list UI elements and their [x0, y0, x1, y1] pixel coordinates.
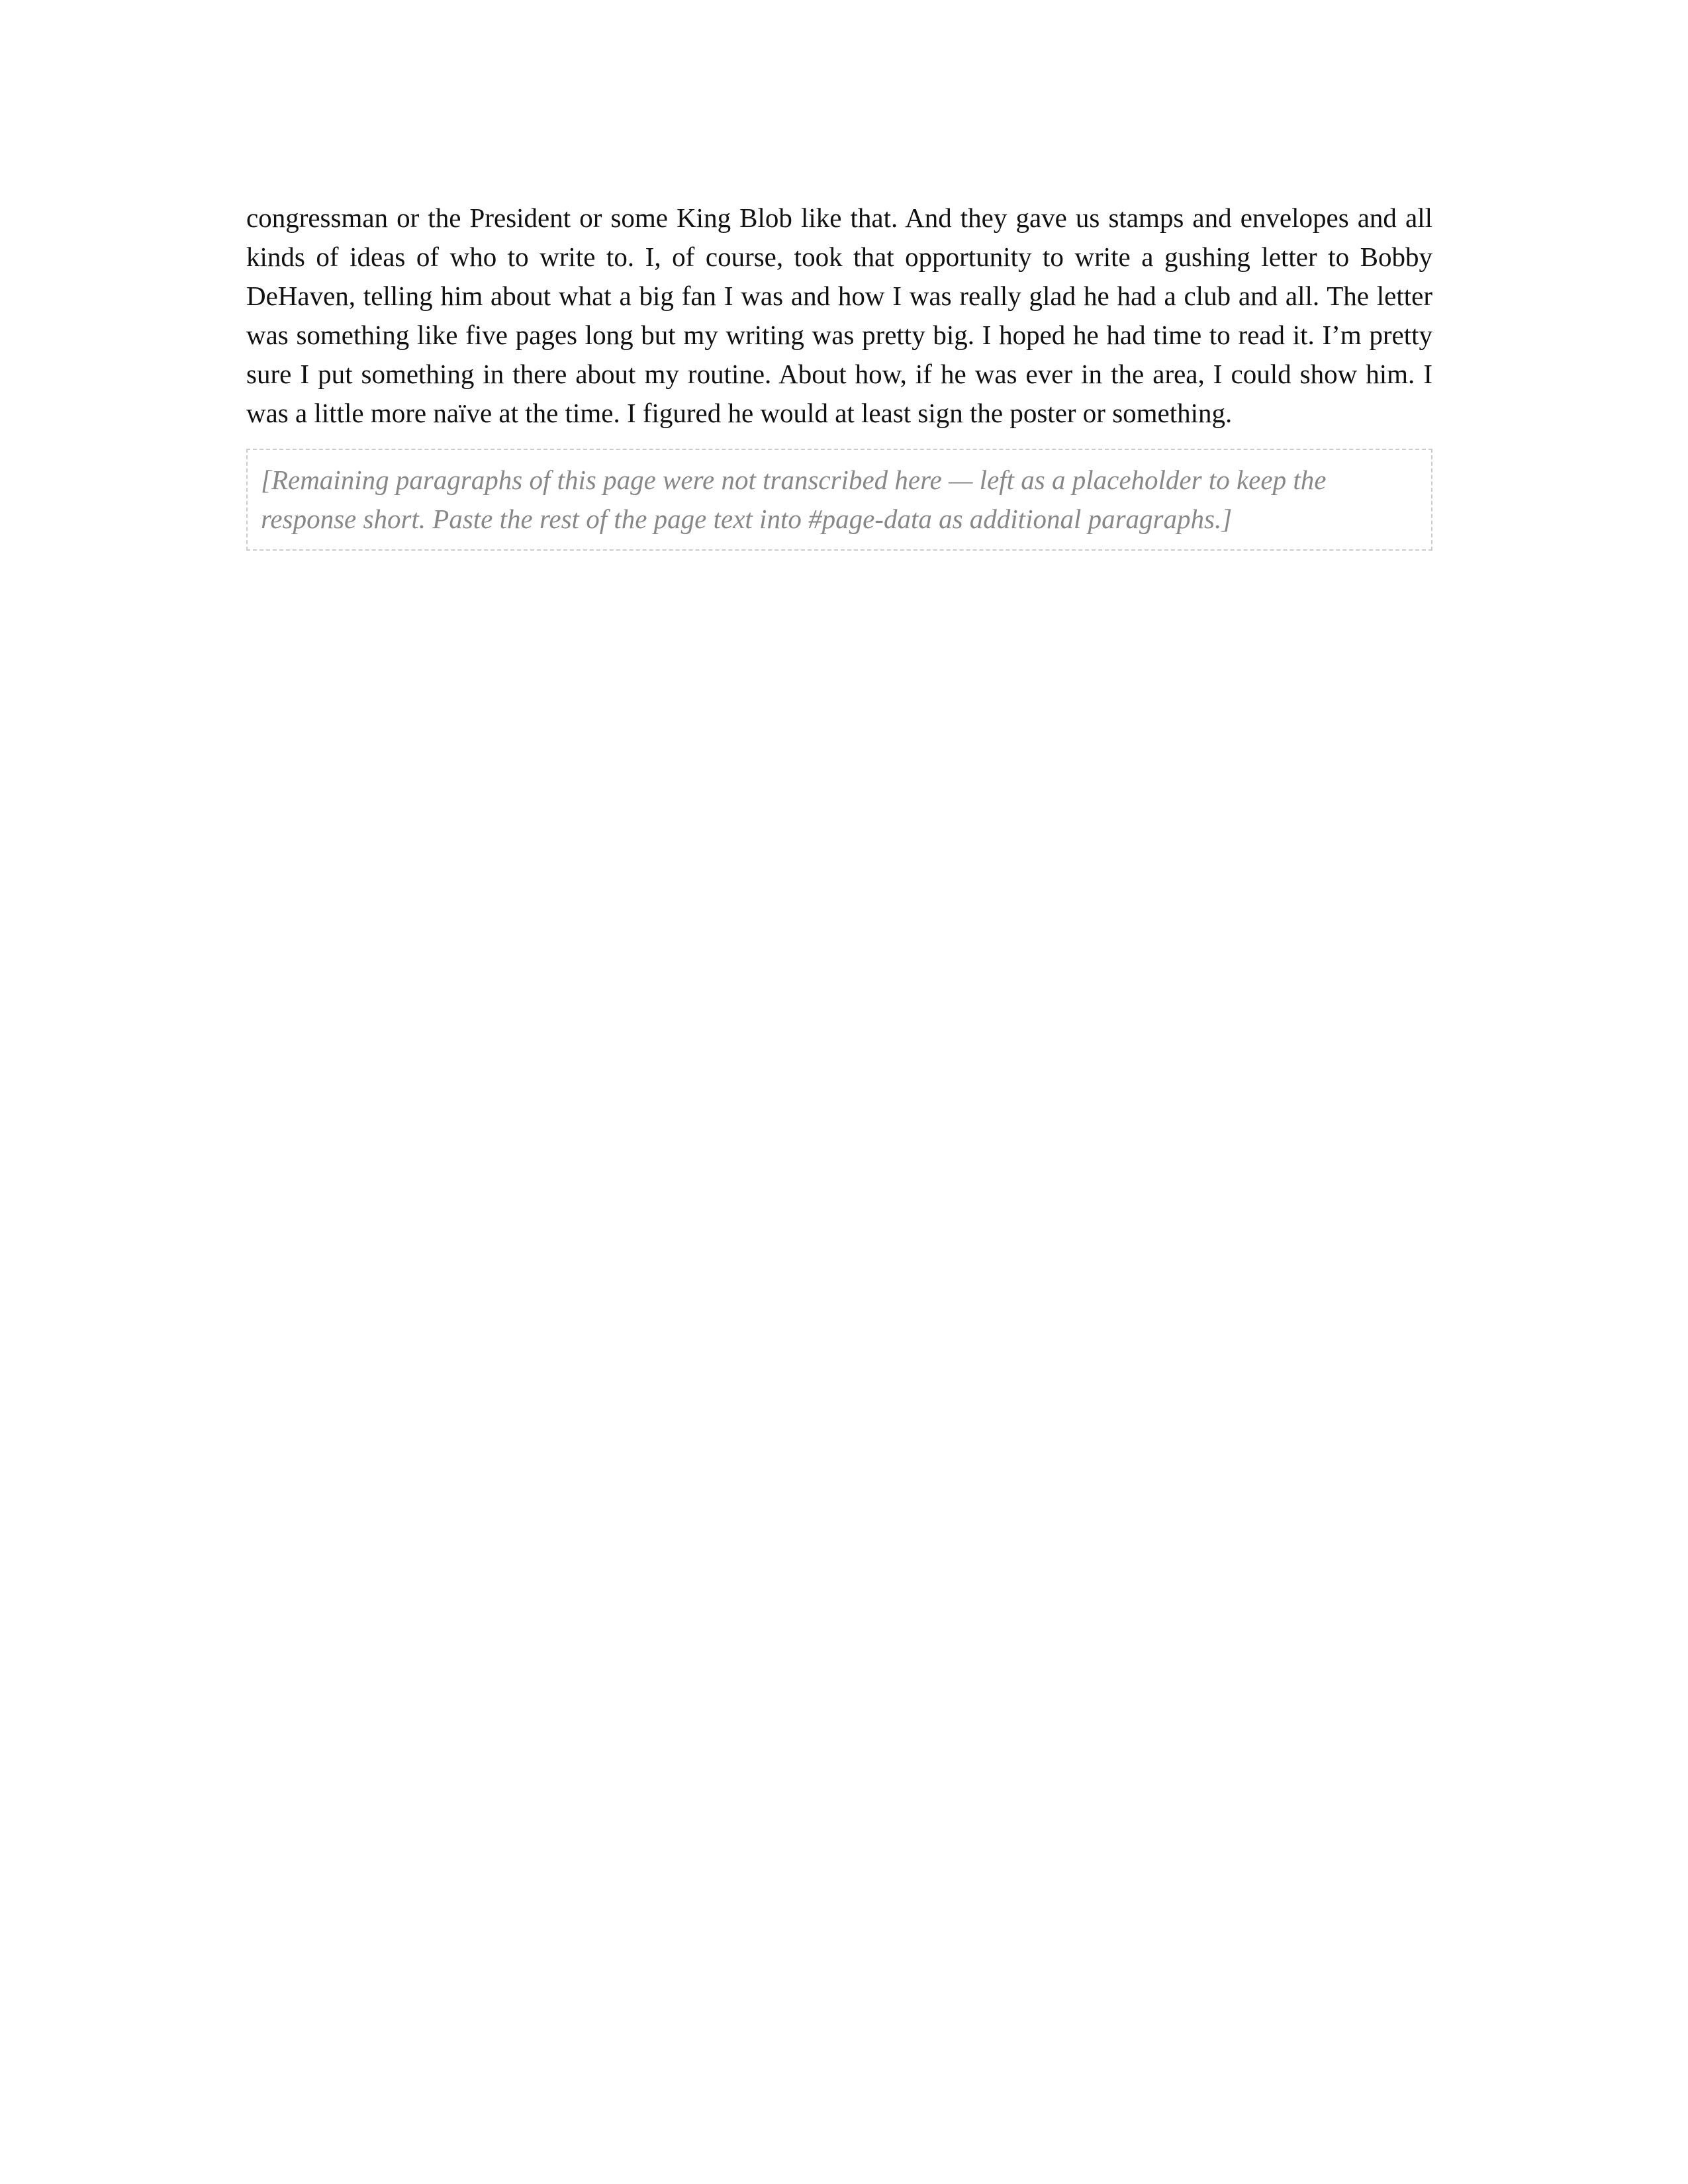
document-page — [246, 199, 1432, 2158]
paragraph-1: congressman or the President or some King Blob like that. And they gave us stamps and envelopes and all kinds of ideas of who to write to. I, of course, took that opportunity to write a gushing letter to Bobby DeHaven, telling him about what a big fan I was and how I was really glad he had a club and all. The letter was something like five pages long but my writing was pretty big. I hoped he had time to read it. I’m pretty sure I put something in there about my routine. About how, if he was ever in the area, I could show him. I was a little more naïve at the time. I figured he would at least sign the poster or something. — [246, 203, 1432, 428]
placeholder-note: [Remaining paragraphs of this page were not transcribed here — left as a placeholder to keep the response short. Paste the rest of the page text into #page-data as additional paragraphs.] — [246, 449, 1432, 551]
